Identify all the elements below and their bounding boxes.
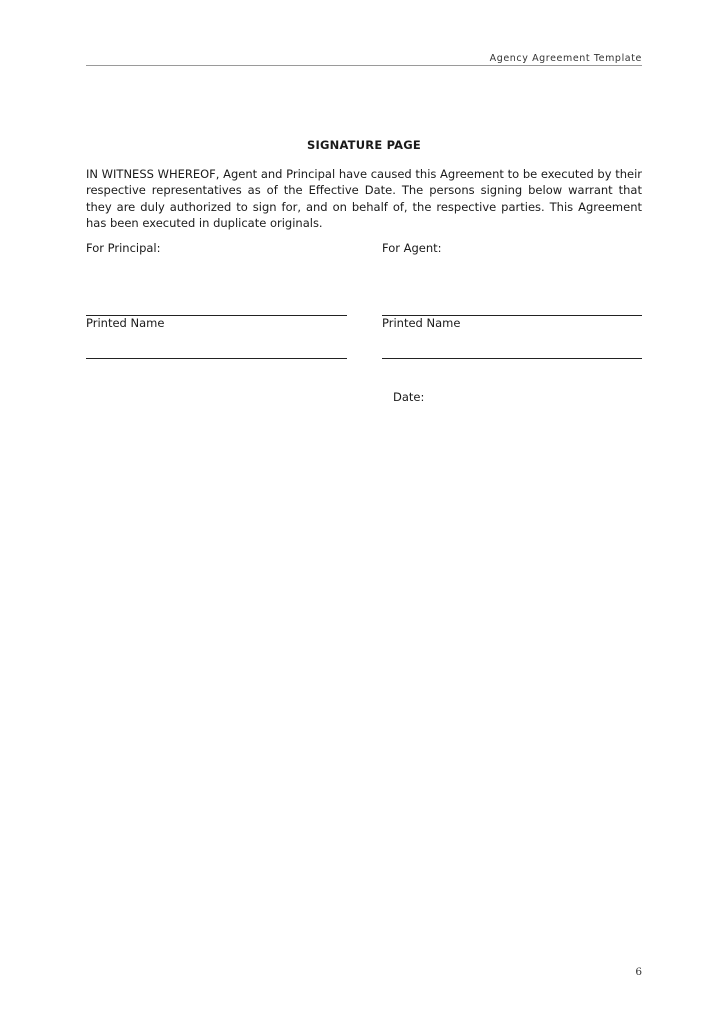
witness-paragraph: IN WITNESS WHEREOF, Agent and Principal have caused this Agreement to be executed by their respective representatives as of the Effective Date. The persons signing below warrant that they are duly authorized to sign for, and on behalf of, the respective parties. This Agreement has been executed in duplicate originals. bbox=[86, 167, 642, 230]
agent-printed-name-line bbox=[382, 358, 642, 359]
page-number: 6 bbox=[635, 966, 642, 978]
agent-date-label: Date: bbox=[393, 390, 425, 404]
agent-label: For Agent: bbox=[382, 241, 442, 255]
agent-printed-name-label: Printed Name bbox=[382, 316, 461, 330]
running-header-title: Agency Agreement Template bbox=[489, 53, 642, 64]
principal-label: For Principal: bbox=[86, 241, 161, 255]
principal-printed-name-label: Printed Name bbox=[86, 316, 165, 330]
page-title: SIGNATURE PAGE bbox=[307, 138, 421, 152]
header-divider bbox=[86, 65, 642, 66]
principal-printed-name-line bbox=[86, 358, 347, 359]
